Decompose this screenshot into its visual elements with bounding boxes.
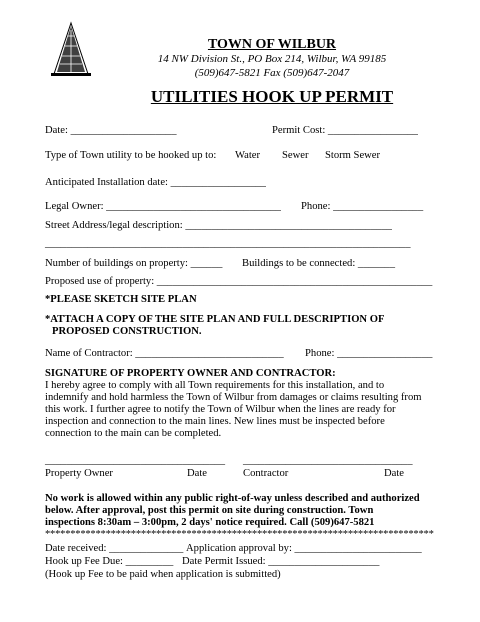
agreement-line-3: this work. I further agree to notify the Town of Wilbur when the lines are ready for bbox=[45, 404, 396, 415]
attach-note-line2: PROPOSED CONSTRUCTION. bbox=[52, 326, 202, 337]
hookup-fee-due-field[interactable]: Hook up Fee Due: _________ bbox=[45, 556, 174, 567]
sketch-note: *PLEASE SKETCH SITE PLAN bbox=[45, 294, 197, 305]
buildings-to-connect-field[interactable]: Buildings to be connected: _______ bbox=[242, 258, 395, 269]
owner-date-label: Date bbox=[187, 468, 207, 479]
proposed-use-field[interactable]: Proposed use of property: ____________________________________________________ bbox=[45, 276, 433, 287]
date-received-field[interactable]: Date received: ______________ bbox=[45, 543, 184, 554]
town-phone: (509)647-5821 Fax (509)647-2047 bbox=[194, 67, 350, 79]
town-name: TOWN OF WILBUR bbox=[207, 37, 337, 52]
form-title: UTILITIES HOOK UP PERMIT bbox=[150, 87, 394, 106]
warning-line-2: below. After approval, post this permit on site during construction. Town bbox=[45, 505, 374, 516]
agreement-line-5: connection to the main can be completed. bbox=[45, 428, 222, 439]
utility-option-water[interactable]: Water bbox=[235, 150, 261, 161]
contractor-phone-field[interactable]: Phone: __________________ bbox=[305, 348, 433, 359]
installation-date-field[interactable]: Anticipated Installation date: __________________ bbox=[45, 177, 266, 188]
utility-option-storm-sewer[interactable]: Storm Sewer bbox=[325, 150, 381, 161]
buildings-on-property-field[interactable]: Number of buildings on property: ______ bbox=[45, 258, 223, 269]
fee-note: (Hook up Fee to be paid when application is submitted) bbox=[45, 569, 281, 580]
contractor-date-label: Date bbox=[384, 468, 404, 479]
contractor-label: Contractor bbox=[243, 468, 289, 479]
utility-option-sewer[interactable]: Sewer bbox=[282, 150, 309, 161]
permit-cost-field[interactable]: Permit Cost: _________________ bbox=[272, 125, 418, 136]
warning-line-1: No work is allowed within any public right-of-way unless described and authorized bbox=[45, 493, 420, 504]
attach-note-line1: *ATTACH A COPY OF THE SITE PLAN AND FULL DESCRIPTION OF bbox=[45, 314, 385, 325]
signature-heading: SIGNATURE OF PROPERTY OWNER AND CONTRACTOR: bbox=[45, 368, 336, 379]
street-address-line2[interactable]: _____________________________________________________________________ bbox=[45, 238, 411, 249]
asterisk-divider: ***************************************************************************** bbox=[45, 529, 434, 540]
owner-phone-field[interactable]: Phone: _________________ bbox=[301, 201, 424, 212]
agreement-line-1: I hereby agree to comply with all Town requirements for this installation, and to bbox=[45, 380, 385, 391]
utility-type-label: Type of Town utility to be hooked up to: bbox=[45, 150, 217, 161]
property-owner-label: Property Owner bbox=[45, 468, 113, 479]
legal-owner-field[interactable]: Legal Owner: _________________________________ bbox=[45, 201, 281, 212]
agreement-line-2: indemnify and hold harmless the Town of Wilbur from damages or claims resulting from bbox=[45, 392, 422, 403]
owner-signature-line[interactable]: __________________________________ bbox=[45, 455, 226, 466]
agreement-line-4: inspection and connection to the main lines. New lines must be inspected before bbox=[45, 416, 385, 427]
application-approval-field[interactable]: Application approval by: ________________________ bbox=[186, 543, 422, 554]
contractor-signature-line[interactable]: ________________________________ bbox=[243, 455, 413, 466]
date-field[interactable]: Date: ____________________ bbox=[45, 125, 177, 136]
contractor-name-field[interactable]: Name of Contractor: ____________________________ bbox=[45, 348, 284, 359]
street-address-field[interactable]: Street Address/legal description: _______________________________________ bbox=[45, 220, 392, 231]
warning-line-3: inspections 8:30am – 3:00pm, 2 days' notice required. Call (509)647-5821 bbox=[45, 517, 375, 528]
date-permit-issued-field[interactable]: Date Permit Issued: _____________________ bbox=[182, 556, 380, 567]
town-address: 14 NW Division St., PO Box 214, Wilbur, WA 99185 bbox=[157, 53, 387, 65]
